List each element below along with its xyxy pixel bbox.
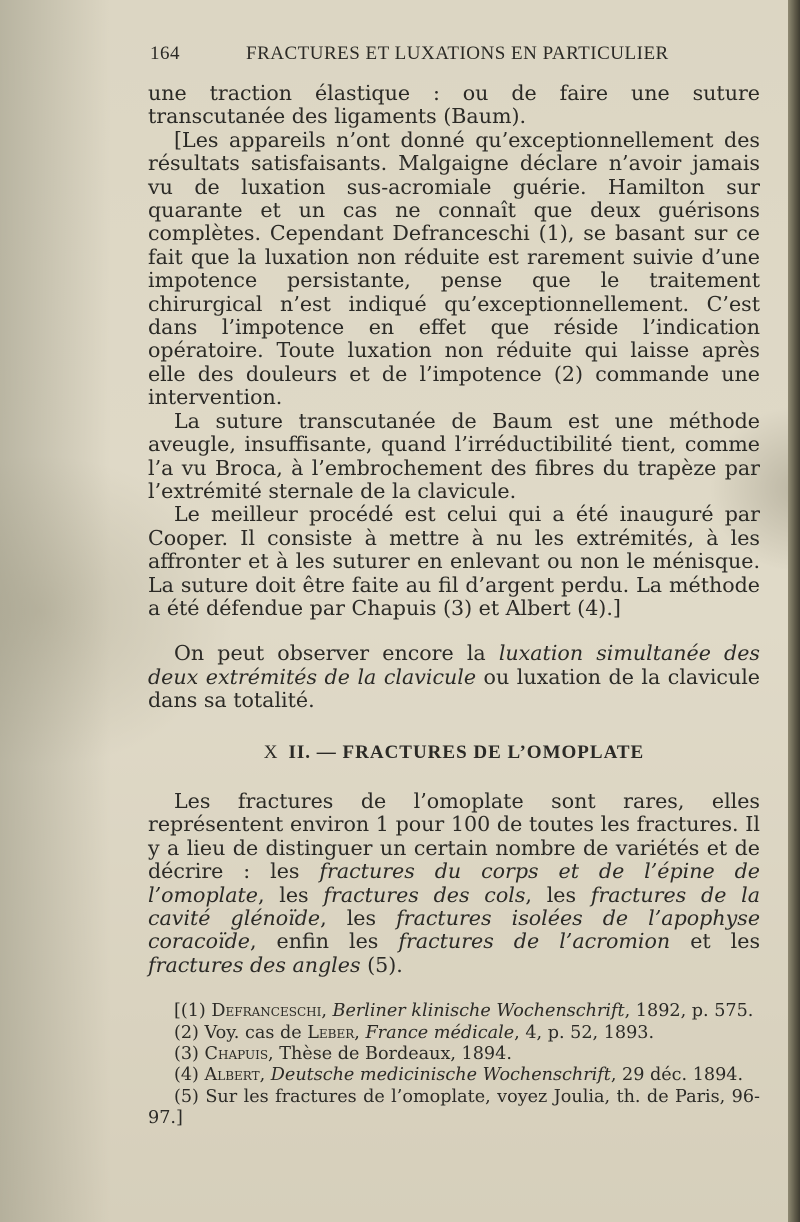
section-heading bbox=[148, 741, 760, 764]
section-title: II. — FRACTURES DE L’OMOPLATE bbox=[288, 741, 645, 763]
footnote-1 bbox=[148, 1001, 760, 1022]
page-body bbox=[148, 82, 760, 1130]
footnote-sep: , bbox=[259, 1065, 266, 1086]
p6-text: , les bbox=[525, 882, 577, 907]
p6-text: , enfin les bbox=[249, 929, 379, 954]
paragraph-6 bbox=[148, 790, 760, 977]
running-head: FRACTURES ET LUXATIONS EN PARTICULIER bbox=[246, 43, 669, 64]
footnote-journal: France médicale bbox=[365, 1022, 515, 1043]
book-spine-edge bbox=[788, 0, 800, 1222]
p6-italic: fractures des cols bbox=[323, 882, 526, 907]
footnote-journal: Berliner klinische Wochenschrift bbox=[332, 1001, 625, 1022]
p6-text: et les bbox=[690, 929, 761, 954]
footnote-author: Leber bbox=[307, 1022, 355, 1043]
paragraph-2: [Les appareils n’ont donné qu’exceptionnellement des résultats satisfaisants. Malgaigne déclare n’avoir jamais vu de luxation sus-acromiale guérie. Hamilton sur quarante et un cas ne connaît que deux guérisons complètes. Cependant Defranceschi (1), se basant sur ce fait que la luxation non réduite est rarement suivie d’une impotence persistante, pense que le traitement chirurgical n’est indiqué qu’exceptionnellement. C’est dans l’impotence en effet que réside l’indication opératoire. Toute luxation non réduite qui laisse après elle des douleurs et de l’impotence (2) commande une intervention. bbox=[148, 127, 760, 410]
footnote-rest: , 1892, p. 575. bbox=[624, 1001, 754, 1022]
p6-text: , les bbox=[257, 882, 309, 907]
page-number: 164 bbox=[150, 43, 180, 64]
p5-text-end: ou luxation de la clavicule dans sa totalité. bbox=[148, 664, 760, 713]
paragraph-4: Le meilleur procédé est celui qui a été inauguré par Cooper. Il consiste à mettre à nu les extrémités, à les affronter et à les suturer en enlevant ou non le ménisque. La suture doit être faite au fil d’argent perdu. La méthode a été défendue par Chapuis (3) et Albert (4).] bbox=[148, 502, 760, 620]
p6-italic: fractures des angles bbox=[148, 952, 361, 977]
footnote-rest: , 4, p. 52, 1893. bbox=[514, 1022, 655, 1043]
p6-italic: fractures de l’acromion bbox=[398, 929, 671, 954]
footnote-rest: , 29 déc. 1894. bbox=[610, 1065, 744, 1086]
footnote-author: Albert bbox=[204, 1065, 260, 1086]
footnote-4 bbox=[148, 1065, 760, 1086]
footnote-author: Defranceschi bbox=[211, 1001, 322, 1022]
footnote-author: Chapuis bbox=[204, 1044, 269, 1065]
footnote-number: (2) bbox=[174, 1022, 199, 1043]
paragraph-3: La suture transcutanée de Baum est une méthode aveugle, insuffisante, quand l’irréductibilité tient, comme l’a vu Broca, à l’embrochement des fibres du trapèze par l’extrémité sternale de la clavicule. bbox=[148, 408, 760, 503]
pencil-mark-icon: X bbox=[263, 741, 279, 763]
footnote-sep: , bbox=[354, 1022, 360, 1043]
paragraph-1: une traction élastique : ou de faire une suture transcutanée des ligaments (Baum). bbox=[148, 81, 760, 129]
footnote-rest: Sur les fractures de l’omoplate, voyez Joulia, th. de Paris, 96-97.] bbox=[148, 1086, 761, 1129]
p6-text: (5). bbox=[367, 952, 403, 977]
footnote-5 bbox=[148, 1087, 760, 1130]
p5-italic: luxation simultanée des deux extrémités de la clavicule bbox=[148, 641, 760, 689]
p6-text: Les fractures de l’omoplate sont rares, elles représentent environ 1 pour 100 de toutes les fractures. Il y a lieu de distinguer un certain nombre de variétés et de décrire : les bbox=[148, 788, 760, 884]
footnote-3 bbox=[148, 1044, 760, 1065]
p6-italic: fractures isolées de l’apophyse coracoïde bbox=[148, 906, 760, 954]
footnote-number: (4) bbox=[174, 1065, 199, 1086]
p6-italic: fractures de la cavité glénoïde bbox=[148, 882, 761, 930]
p6-text: , les bbox=[320, 906, 377, 930]
page-shadow bbox=[0, 0, 110, 1222]
footnote-2 bbox=[148, 1023, 760, 1044]
footnotes bbox=[148, 1001, 760, 1129]
footnote-sep: , bbox=[268, 1044, 274, 1065]
p6-italic: fractures du corps et de l’épine de l’omoplate bbox=[148, 859, 760, 907]
footnote-sep: , bbox=[321, 1001, 327, 1022]
footnote-number: (3) bbox=[174, 1044, 199, 1065]
footnote-number: [(1) bbox=[174, 1001, 206, 1022]
footnote-number: (5) bbox=[174, 1086, 199, 1107]
p5-text: On peut observer encore la bbox=[174, 641, 486, 666]
footnote-rest: Thèse de Bordeaux, 1894. bbox=[279, 1044, 512, 1065]
footnote-journal: Deutsche medicinische Wochenschrift bbox=[270, 1065, 611, 1086]
paragraph-5 bbox=[148, 642, 760, 712]
footnote-pre: Voy. cas de bbox=[204, 1022, 302, 1043]
